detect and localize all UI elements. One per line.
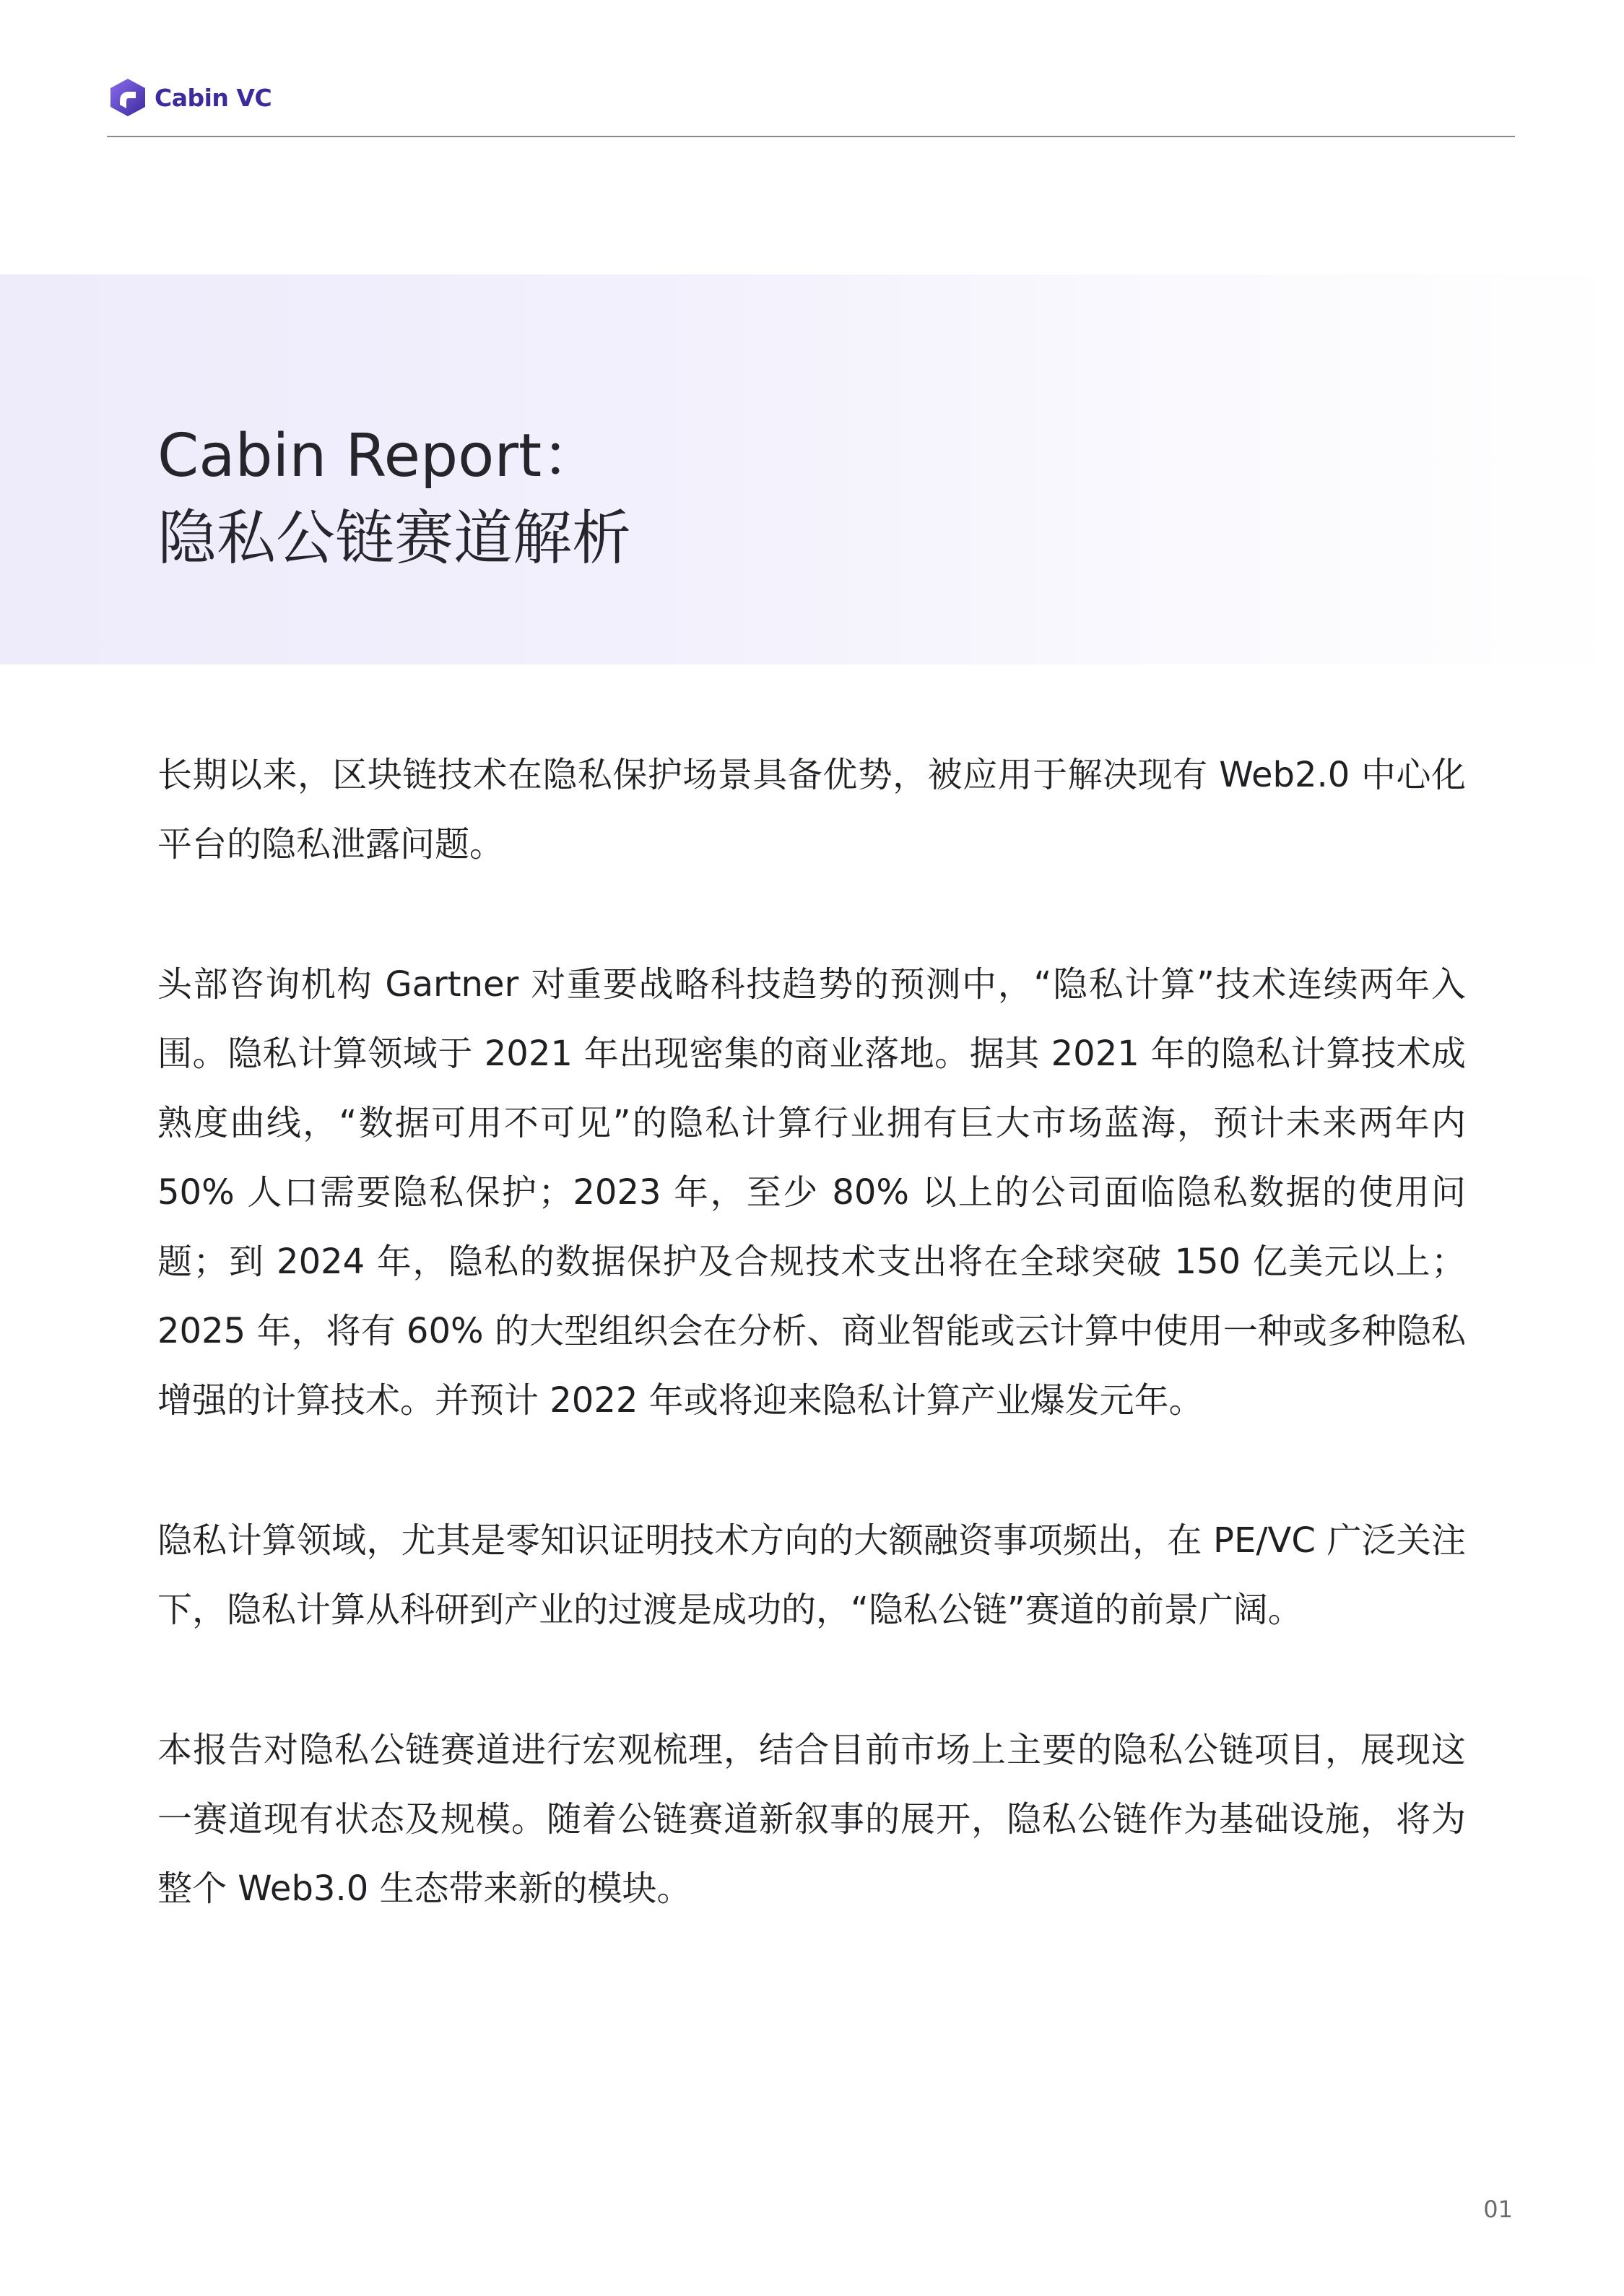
page-header xyxy=(107,72,1515,137)
body-paragraph: 长期以来，区块链技术在隐私保护场景具备优势，被应用于解决现有 Web2.0 中心化平台的隐私泄露问题。 xyxy=(157,755,1466,865)
report-title-line-1: Cabin Report： xyxy=(157,422,602,490)
title-banner xyxy=(0,274,1624,664)
body-paragraph: 隐私计算领域，尤其是零知识证明技术方向的大额融资事项频出，在 PE/VC 广泛关注下，隐私计算从科研到产业的过渡是成功的，“隐私公链”赛道的前景广阔。 xyxy=(157,1520,1466,1630)
page-number: 01 xyxy=(1483,2196,1513,2223)
report-body xyxy=(157,740,1466,1994)
header-divider xyxy=(107,136,1515,137)
cabin-vc-logo-icon xyxy=(107,77,149,118)
brand-logo[interactable] xyxy=(107,75,272,120)
body-paragraph: 头部咨询机构 Gartner 对重要战略科技趋势的预测中，“隐私计算”技术连续两年入围。隐私计算领域于 2021 年出现密集的商业落地。据其 2021 年的隐私计算技术成熟度曲线，“数据可用不可见”的隐私计算行业拥有巨大市场蓝海，预计未来两年内 50% 人口需要隐私保护；2023 年，至少 80% 以上的公司面临隐私数据的使用问题；到 2024 年，隐私的数据保护及合规技术支出将在全球突破 150 亿美元以上；2025 年，将有 60% 的大型组织会在分析、商业智能或云计算中使用一种或多种隐私增强的计算技术。并预计 2022 年或将迎来隐私计算产业爆发元年。 xyxy=(157,964,1466,1421)
body-paragraph: 本报告对隐私公链赛道进行宏观梳理，结合目前市场上主要的隐私公链项目，展现这一赛道现有状态及规模。随着公链赛道新叙事的展开，隐私公链作为基础设施，将为整个 Web3.0 生态带来新的模块。 xyxy=(157,1730,1466,1909)
report-title-line-2: 隐私公链赛道解析 xyxy=(157,504,632,573)
brand-name: Cabin VC xyxy=(155,83,272,112)
report-title xyxy=(157,415,631,580)
